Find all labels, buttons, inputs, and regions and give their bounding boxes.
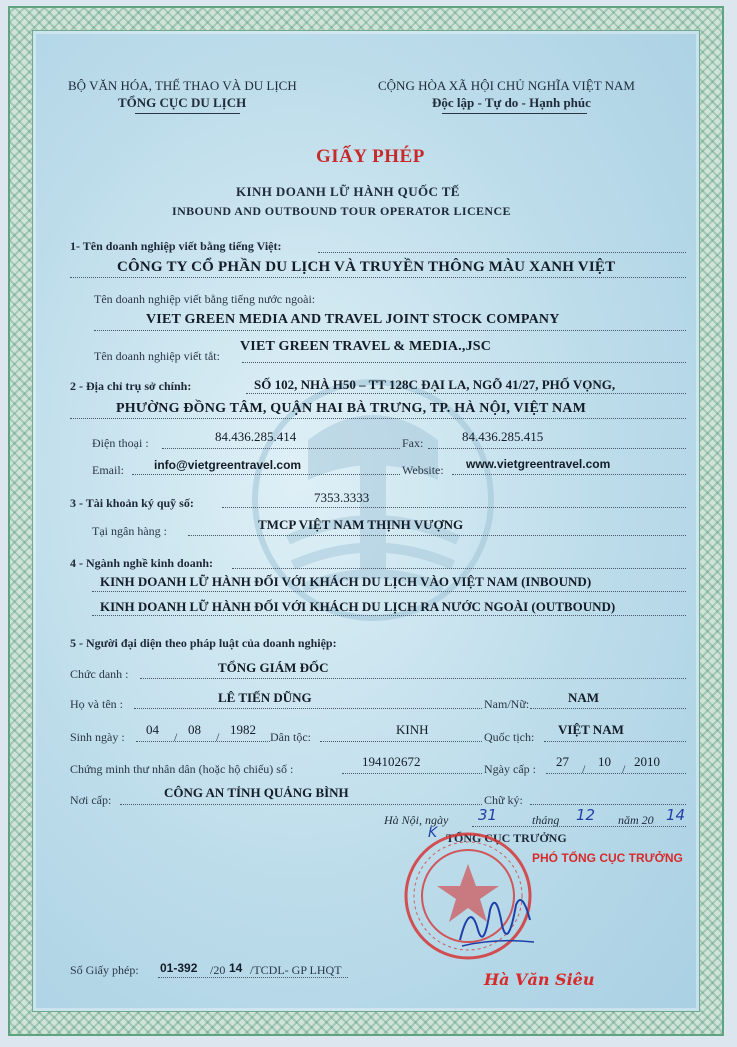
company-short-name-value: VIET GREEN TRAVEL & MEDIA.,JSC <box>240 339 492 354</box>
company-name-vn-label: 1- Tên doanh nghiệp viết bằng tiếng Việt: <box>70 239 282 253</box>
dotted-line <box>342 773 482 774</box>
document-subtitle: KINH DOANH LỮ HÀNH QUỐC TẾ <box>236 184 460 199</box>
dotted-line <box>530 804 686 805</box>
address-line-1: SỐ 102, NHÀ H50 – TT 128C ĐẠI LA, NGÕ 41/27, PHỐ VỌNG, <box>254 377 616 392</box>
bank-value: TMCP VIỆT NAM THỊNH VƯỢNG <box>258 517 464 532</box>
deposit-account-label: 3 - Tài khoản ký quỹ số: <box>70 496 194 510</box>
signer-name: Hà Văn Siêu <box>484 970 595 989</box>
licence-number-part1: 01-392 <box>160 961 198 975</box>
signature-label: Chữ ký: <box>484 793 523 807</box>
dotted-line <box>140 678 686 679</box>
dotted-line <box>544 741 686 742</box>
document-subtitle-english: INBOUND AND OUTBOUND TOUR OPERATOR LICENCE <box>172 204 511 218</box>
dotted-line <box>158 977 348 978</box>
year-label: năm 20 <box>618 813 654 827</box>
signed-year: 14 <box>666 806 686 824</box>
issue-date-label: Ngày cấp : <box>484 762 536 776</box>
deputy-title: PHÓ TỔNG CỤC TRƯỞNG <box>532 851 683 865</box>
motto: Độc lập - Tự do - Hạnh phúc <box>432 95 591 110</box>
position-label: Chức danh : <box>70 667 129 681</box>
company-short-name-label: Tên doanh nghiệp viết tắt: <box>94 349 220 363</box>
company-name-foreign-value: VIET GREEN MEDIA AND TRAVEL JOINT STOCK COMPANY <box>146 312 560 327</box>
dotted-line <box>134 708 482 709</box>
date-separator: / <box>622 762 626 776</box>
phone-label: Điện thoại : <box>92 436 149 450</box>
issue-place-label: Nơi cấp: <box>70 793 112 807</box>
bank-label: Tại ngân hàng : <box>92 524 167 538</box>
signed-month: 12 <box>576 806 596 824</box>
nationality-value: VIỆT NAM <box>558 722 624 737</box>
dotted-line <box>132 474 400 475</box>
dotted-line <box>320 741 482 742</box>
ethnic-value: KINH <box>396 722 429 737</box>
dotted-line <box>92 591 686 592</box>
authority-title: TỔNG CỤC TRƯỞNG <box>446 831 567 845</box>
dotted-line <box>452 474 686 475</box>
legal-rep-label: 5 - Người đại diện theo pháp luật của doanh nghiệp: <box>70 636 337 650</box>
address-line-2: PHƯỜNG ĐỒNG TÂM, QUẬN HAI BÀ TRƯNG, TP. HÀ NỘI, VIỆT NAM <box>116 401 587 416</box>
position-value: TỔNG GIÁM ĐỐC <box>218 660 329 675</box>
dob-year: 1982 <box>230 722 256 737</box>
fax-label: Fax: <box>402 436 424 450</box>
full-name-label: Họ và tên : <box>70 697 123 711</box>
issue-place-value: CÔNG AN TỈNH QUẢNG BÌNH <box>164 785 349 800</box>
dotted-line <box>94 330 686 331</box>
phone-value: 84.436.285.414 <box>215 429 297 444</box>
website-value: www.vietgreentravel.com <box>466 457 611 471</box>
dob-label: Sinh ngày : <box>70 730 125 744</box>
dotted-line <box>70 277 686 278</box>
dotted-line <box>246 393 686 394</box>
dotted-line <box>70 418 686 419</box>
issue-month: 10 <box>598 754 611 769</box>
document-title: GIẤY PHÉP <box>316 146 425 167</box>
dotted-line <box>120 804 482 805</box>
deposit-account-value: 7353.3333 <box>314 490 370 505</box>
dob-day: 04 <box>146 722 159 737</box>
id-number-label: Chứng minh thư nhân dân (hoặc hộ chiếu) số : <box>70 762 294 776</box>
dotted-line <box>530 708 686 709</box>
nationality-label: Quốc tịch: <box>484 730 535 744</box>
gender-value: NAM <box>568 690 600 705</box>
issue-day: 27 <box>556 754 569 769</box>
republic-name: CỘNG HÒA XÃ HỘI CHỦ NGHĨA VIỆT NAM <box>378 78 635 93</box>
website-label: Website: <box>402 463 444 477</box>
head-office-label: 2 - Địa chỉ trụ sở chính: <box>70 379 192 393</box>
handwritten-signature <box>450 880 540 960</box>
place-date-prefix: Hà Nội, ngày <box>384 813 449 827</box>
ethnic-label: Dân tộc: <box>270 730 311 744</box>
gender-label: Nam/Nữ: <box>484 697 530 711</box>
month-label: tháng <box>532 813 560 827</box>
email-value: info@vietgreentravel.com <box>154 458 302 472</box>
fax-value: 84.436.285.415 <box>462 429 544 444</box>
id-number-value: 194102672 <box>362 754 421 769</box>
dotted-line <box>546 773 686 774</box>
authority-prefix: K <box>428 825 438 841</box>
header-left-rule <box>135 113 240 114</box>
dotted-line <box>92 615 686 616</box>
department-name: TỔNG CỤC DU LỊCH <box>118 95 247 110</box>
full-name-value: LÊ TIẾN DŨNG <box>218 690 312 705</box>
licence-number-part4: /TCDL- GP LHQT <box>250 963 342 977</box>
business-line-inbound: KINH DOANH LỮ HÀNH ĐỐI VỚI KHÁCH DU LỊCH VÀO VIỆT NAM (INBOUND) <box>100 574 592 589</box>
signed-day: 31 <box>478 806 498 824</box>
email-label: Email: <box>92 463 124 477</box>
date-separator: / <box>174 730 178 744</box>
company-name-vn-value: CÔNG TY CỔ PHẦN DU LỊCH VÀ TRUYỀN THÔNG MÀU XANH VIỆT <box>117 259 616 275</box>
business-lines-label: 4 - Ngành nghề kinh doanh: <box>70 556 214 570</box>
dotted-line <box>232 568 686 569</box>
dotted-line <box>222 507 686 508</box>
dob-month: 08 <box>188 722 201 737</box>
ministry-name: BỘ VĂN HÓA, THỂ THAO VÀ DU LỊCH <box>68 78 297 93</box>
licence-number-part3: 14 <box>229 961 243 975</box>
date-separator: / <box>582 762 586 776</box>
dotted-line <box>162 448 400 449</box>
licence-number-part2: /20 <box>210 963 226 977</box>
dotted-line <box>188 535 686 536</box>
dotted-line <box>428 448 686 449</box>
business-line-outbound: KINH DOANH LỮ HÀNH ĐỐI VỚI KHÁCH DU LỊCH RA NƯỚC NGOÀI (OUTBOUND) <box>100 599 616 614</box>
dotted-line <box>318 252 686 253</box>
licence-number-label: Số Giấy phép: <box>70 963 139 977</box>
company-name-foreign-label: Tên doanh nghiệp viết bằng tiếng nước ngoài: <box>94 292 316 306</box>
issue-year: 2010 <box>634 754 660 769</box>
dotted-line <box>136 741 270 742</box>
header-right-rule <box>442 113 587 114</box>
dotted-line <box>242 362 686 363</box>
date-separator: / <box>216 730 220 744</box>
